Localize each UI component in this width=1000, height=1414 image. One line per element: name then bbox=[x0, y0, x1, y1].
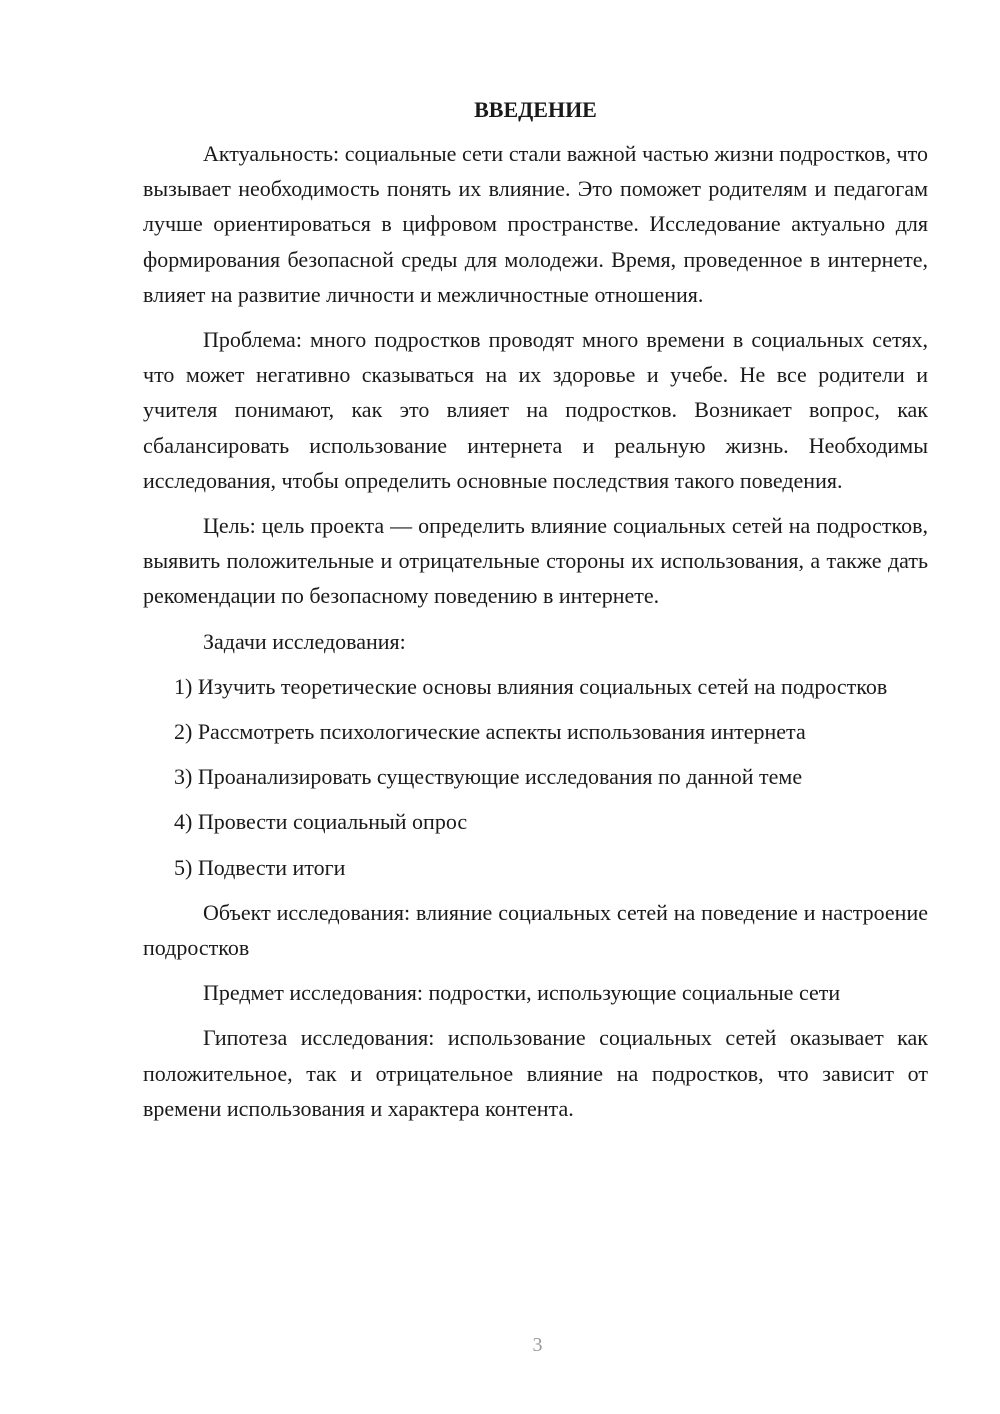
paragraph-goal: Цель: цель проекта — определить влияние социальных сетей на подростков, выявить положительные и отрицательные стороны их использования, а также дать рекомендации по безопасному поведению в интернете. bbox=[143, 513, 928, 609]
paragraph-object: Объект исследования: влияние социальных сетей на поведение и настроение подростков bbox=[143, 899, 928, 961]
tasks-title: Задачи исследования: bbox=[203, 628, 406, 654]
paragraph-relevance: Актуальность: социальные сети стали важной частью жизни подростков, что вызывает необходимость понять их влияние. Это поможет родителям и педагогам лучше ориентироваться в цифровом пространстве. Исследование актуально для формирования безопасной среды для молодежи. Время, проведенное в интернете, влияет на развитие личности и межличностные отношения. bbox=[143, 141, 928, 307]
paragraph-hypothesis: Гипотеза исследования: использование социальных сетей оказывает как положительное, так и отрицательное влияние на подростков, что зависит от времени использования и характера контента. bbox=[143, 1025, 928, 1121]
paragraph-problem: Проблема: много подростков проводят много времени в социальных сетях, что может негативно сказываться на их здоровье и учебе. Не все родители и учителя понимают, как это влияет на подростков. Возникает вопрос, как сбалансировать использование интернета и реальную жизнь. Необходимы исследования, чтобы определить основные последствия такого поведения. bbox=[143, 327, 928, 493]
paragraph-subject: Предмет исследования: подростки, использующие социальные сети bbox=[203, 980, 841, 1006]
task-item-3: 3) Проанализировать существующие исследования по данной теме bbox=[174, 764, 803, 790]
task-item-4: 4) Провести социальный опрос bbox=[174, 809, 468, 835]
task-item-2: 2) Рассмотреть психологические аспекты использования интернета bbox=[174, 719, 806, 745]
page-title: ВВЕДЕНИЕ bbox=[474, 97, 597, 122]
page-number: 3 bbox=[532, 1334, 543, 1356]
document-body bbox=[143, 94, 928, 1136]
task-item-5: 5) Подвести итоги bbox=[174, 854, 346, 880]
task-item-1: 1) Изучить теоретические основы влияния социальных сетей на подростков bbox=[174, 673, 888, 699]
